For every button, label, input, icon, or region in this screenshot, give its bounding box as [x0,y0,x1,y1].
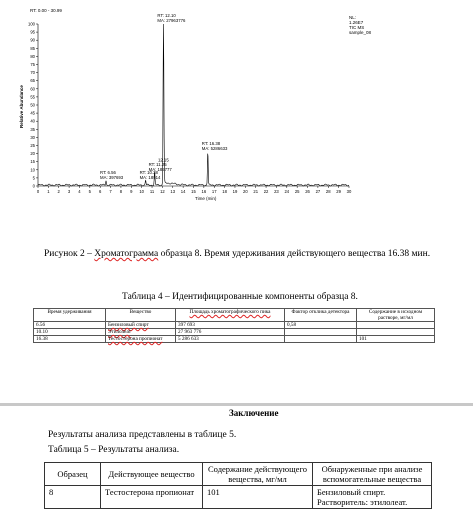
x-tick-label: 21 [253,189,259,194]
table-cell: 5 286 633 [176,336,285,343]
x-tick-label: 6 [99,189,102,194]
chromatogram-trace [38,24,349,186]
table5-header-cell: Образец [45,463,101,486]
peak-label: MA: 185777 [148,167,172,173]
y-tick-label: 100 [28,21,35,27]
table4-title: Таблица 4 – Идентифицированные компоненты образца 8. [122,292,358,302]
y-tick-label: 50 [30,102,35,108]
x-tick-label: 7 [109,189,112,194]
x-tick-label: 3 [67,189,71,194]
x-tick-label: 23 [274,189,279,194]
x-tick-label: 11 [149,189,155,194]
y-tick-label: 55 [30,94,35,100]
table-cell: 101 [357,336,435,343]
header-right-line: 1.26E7 [349,20,364,25]
x-tick-label: 2 [57,189,60,194]
x-tick-label: 29 [336,189,341,194]
x-tick-label: 18 [222,189,227,194]
y-tick-label: 65 [30,78,35,84]
table-cell: 0,58 [285,322,357,329]
table4-header-text: Площадь хроматографического пика [189,309,271,315]
table4-header-cell: Вещество [106,309,176,322]
table5-header-cell: Действующее вещество [101,463,203,486]
header-right-line: NL: [349,15,357,20]
chart-header-right [349,15,372,35]
caption-underlined: Хроматограмма [94,249,159,259]
y-tick-label: 70 [30,70,35,76]
y-tick-label: 5 [32,175,35,181]
x-tick-label: 14 [180,189,186,194]
cell-text: Тестостерона пропионат [105,487,195,497]
x-tick-label: 19 [232,189,238,194]
y-tick-label: 40 [30,118,35,124]
x-tick-label: 1 [47,189,50,194]
x-tick-label: 26 [305,189,310,194]
peak-label: MA: 397693 [100,175,124,181]
table-cell [285,336,357,343]
y-tick-label: 25 [30,143,35,148]
x-tick-label: 17 [211,189,217,194]
table-cell: 16.38 [34,336,106,343]
y-tick-label: 20 [30,151,35,157]
table5 [44,462,432,509]
table-cell [106,336,176,343]
table5-header-cell: Обнаруженные при анализе вспомогательные вещества [313,463,432,486]
header-right-line: TIC MS [349,25,365,30]
peak-label: RT: 16.38 [201,140,221,146]
y-tick-label: 15 [30,159,35,165]
y-tick-label: 45 [30,110,35,116]
table-cell: 6.56 [34,322,106,329]
table-cell [285,329,357,336]
table-cell: 27 963 776 [176,329,285,336]
table-cell [101,486,203,509]
x-tick-label: 20 [242,189,248,194]
peak-label: MA: 27963776 [157,18,186,23]
cell-text: Тестостерона пропионат [108,336,163,342]
table-row [45,486,432,509]
table5-header-row [45,463,432,486]
x-tick-label: 13 [170,189,176,194]
x-tick-label: 16 [201,189,207,194]
table-cell: 8 [45,486,101,509]
caption-rest: образца 8. Время удерживания действующего вещества 16.38 мин. [158,249,431,259]
chart-axes [38,24,349,186]
y-axis-label: Relative Abundance [19,85,24,128]
table4-header-cell: Время удерживания [34,309,106,322]
x-tick-label: 24 [284,189,290,194]
chart-trace [38,24,349,186]
table-cell: 10.10 [34,329,106,336]
peak-label: 12.15 [157,157,169,163]
peak-label: RT: 12.10 [157,13,176,18]
cell-text: Этилолеат [108,329,131,335]
y-tick-label: 30 [30,134,35,140]
table4-header-cell: Содержание в исходном растворе, мг/мл [357,309,435,322]
x-tick-label: 8 [119,189,123,194]
y-tick-label: 95 [30,29,35,35]
y-tick-label: 0 [32,183,35,189]
y-tick-label: 90 [30,37,35,43]
table5-title: Таблица 5 – Результаты анализа. [48,445,180,455]
table4-header-cell: Фактор отклика детектора [285,309,357,322]
peak-label: MA: 5286633 [201,145,228,151]
x-axis-label: Time (min) [195,196,217,201]
header-right-line: sample_08 [349,30,372,35]
chart-header-left: RT: 0.00 - 30.99 [30,8,62,13]
figure-caption [44,249,430,259]
x-tick-label: 30 [346,189,352,194]
x-tick-label: 15 [191,189,196,194]
table-row [34,336,435,343]
y-tick-label: 85 [30,45,35,51]
document-page-2 [0,406,473,520]
conclusion-line: Результаты анализа представлены в таблице 5. [48,430,237,440]
x-tick-label: 0 [36,189,40,194]
x-tick-label: 5 [88,189,92,194]
table-cell [357,329,435,336]
peak-label: RT: 6.56 [100,170,116,176]
x-tick-label: 10 [139,189,145,194]
x-tick-label: 12 [160,189,165,194]
chart-ticks [28,22,352,195]
cell-text: Бензиловый спирт [108,322,149,328]
table-row [34,322,435,329]
x-tick-label: 27 [315,189,321,194]
peak-label: MA: 18914 [139,175,161,181]
x-tick-label: 22 [263,189,269,194]
table-cell: 397 693 [176,322,285,329]
y-tick-label: 80 [30,53,35,59]
table-cell [106,329,176,336]
peak-label: RT: 11.25 [148,162,167,168]
y-tick-label: 75 [30,62,35,67]
y-tick-label: 60 [30,86,35,92]
y-tick-label: 10 [30,167,35,173]
table4-header-cell [176,309,285,322]
table5-header-cell: Содержание действующего вещества, мг/мл [203,463,313,486]
table4-header-row [34,309,435,322]
table-cell: 101 [203,486,313,509]
table-row [34,329,435,336]
table-cell [106,322,176,329]
caption-prefix: Рисунок 2 – [44,249,95,259]
chromatogram-chart [0,0,473,240]
x-tick-label: 9 [130,189,133,194]
table4 [33,308,435,343]
table-cell [357,322,435,329]
x-tick-label: 25 [294,189,300,194]
x-tick-label: 28 [325,189,331,194]
conclusion-heading: Заключение [229,408,279,418]
x-tick-label: 4 [78,189,81,194]
table-cell: Бензиловый спирт. Растворитель: этилолеат. [313,486,432,509]
peak-label: RT: 10.38 [139,170,158,176]
y-tick-label: 35 [30,126,35,132]
